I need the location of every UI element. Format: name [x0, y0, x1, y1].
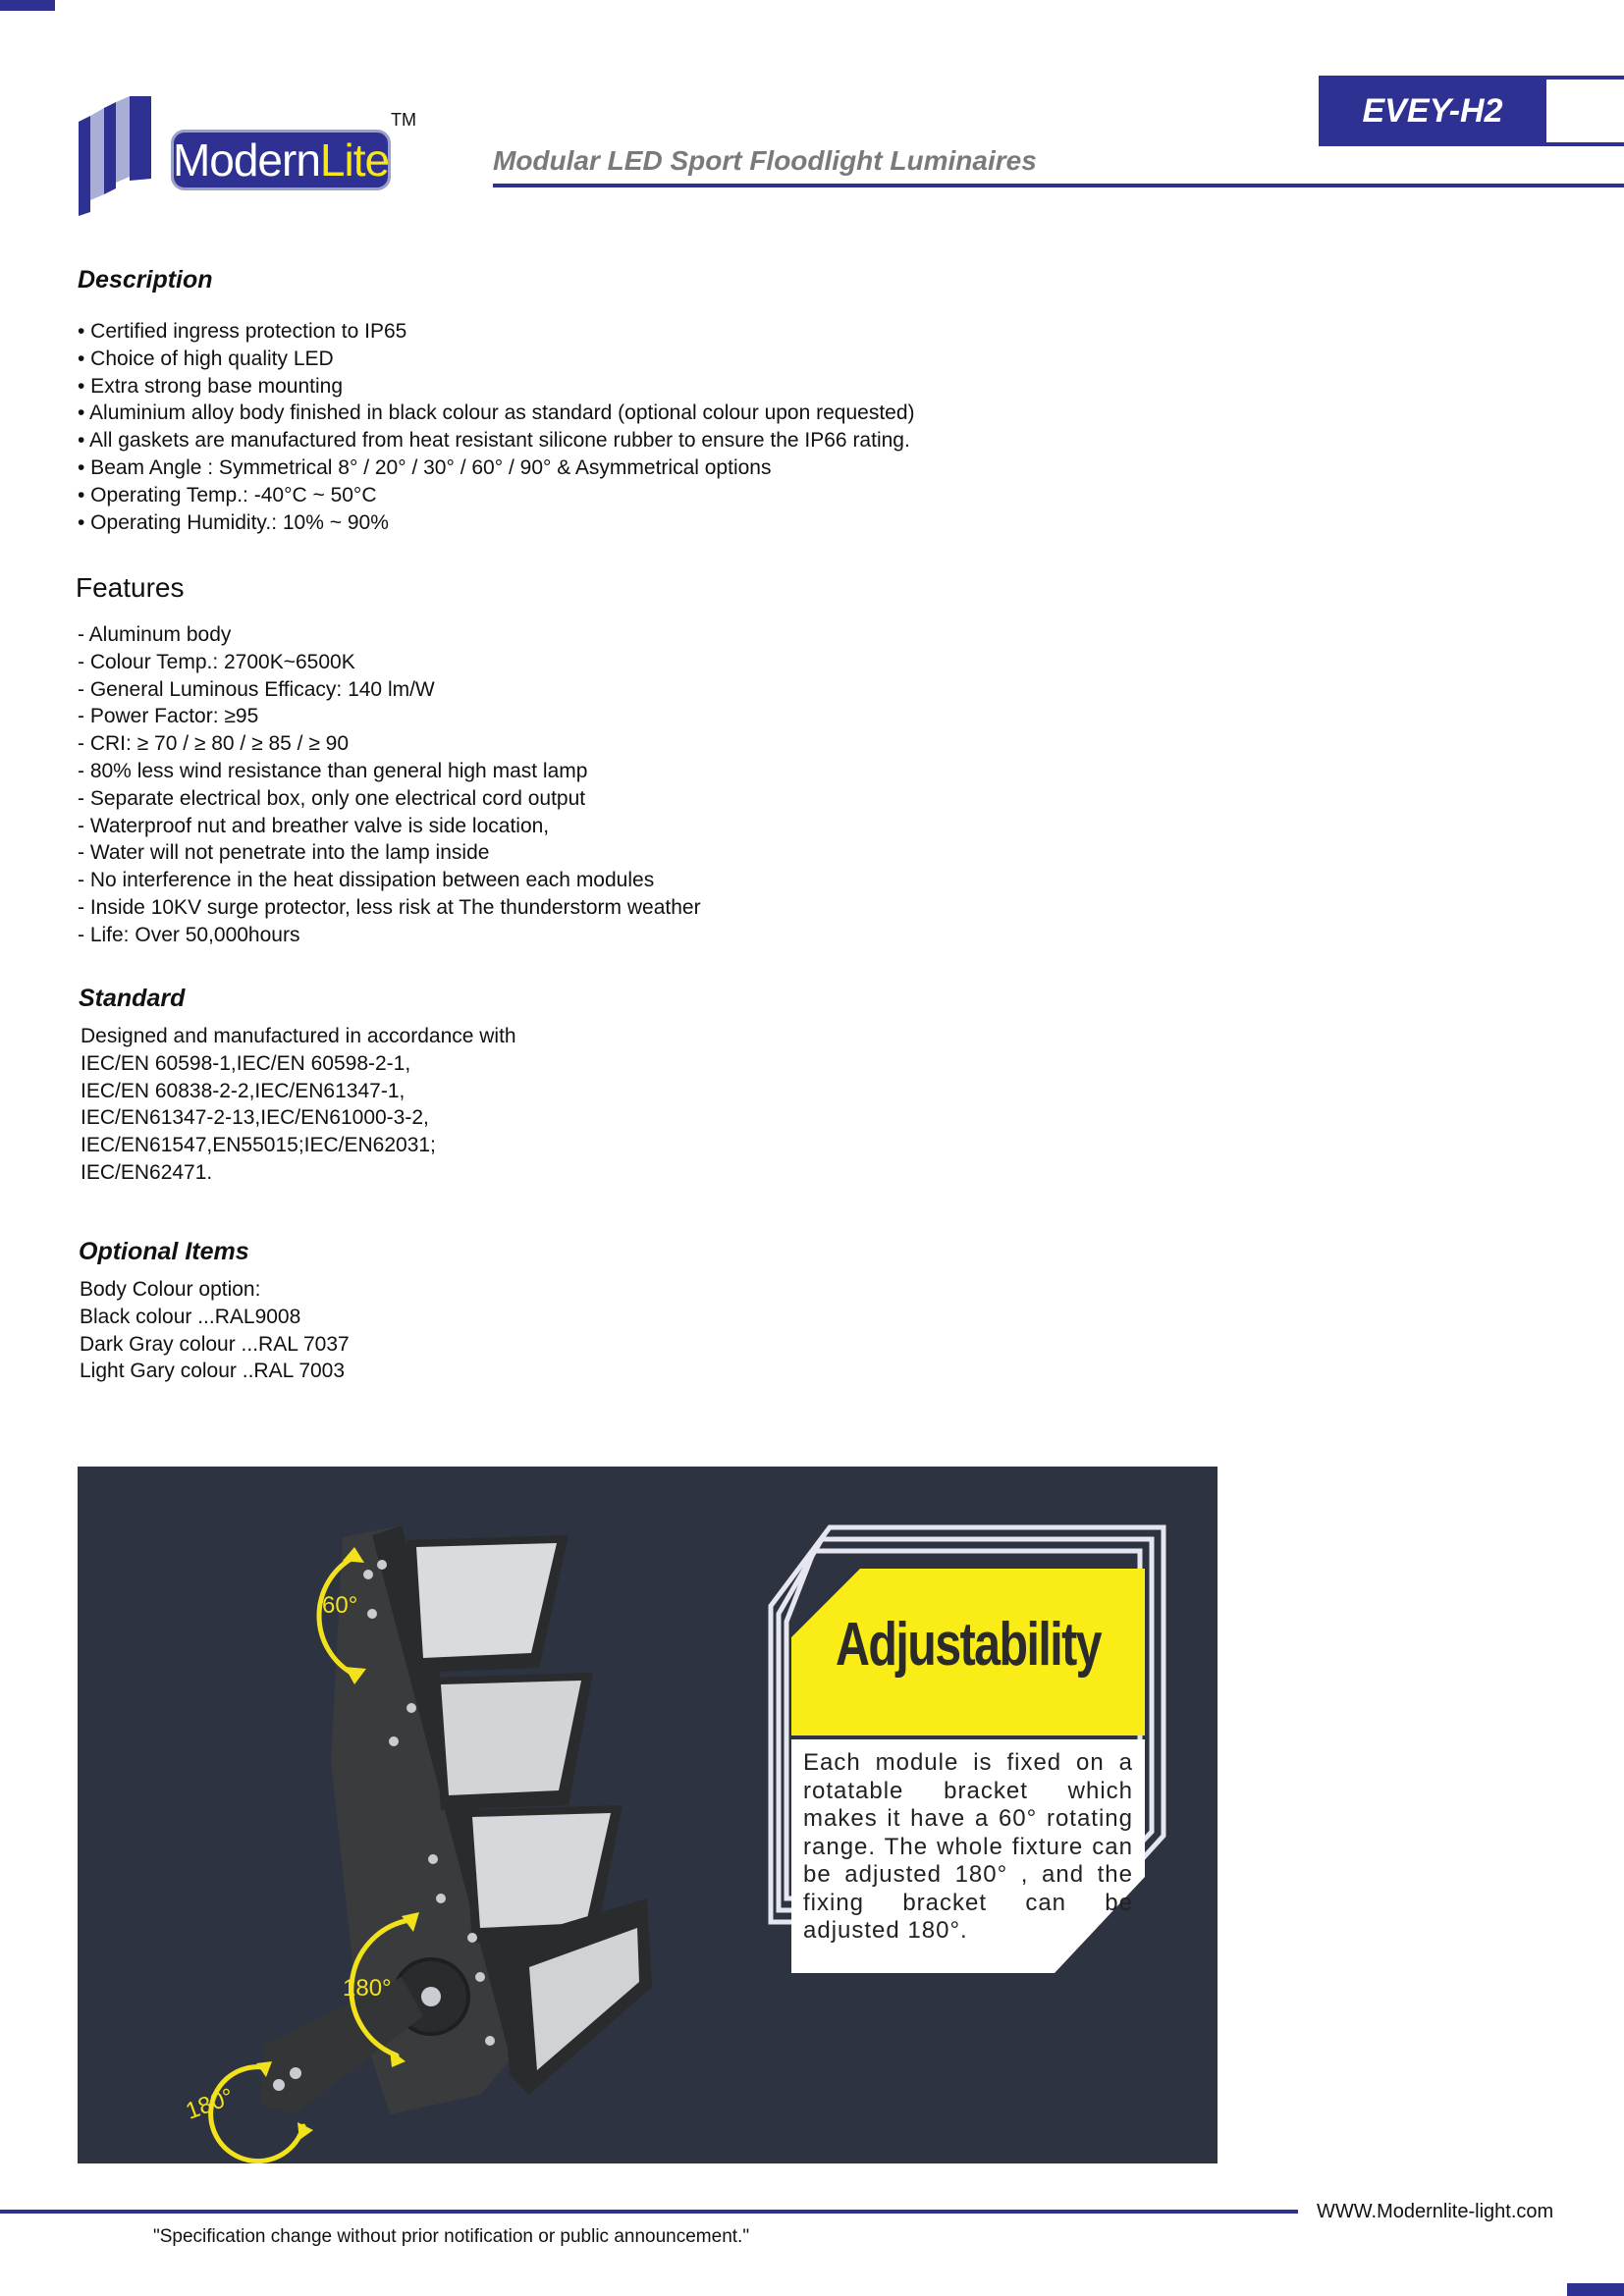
description-heading: Description [78, 266, 213, 294]
list-item: - Aluminum body [78, 623, 232, 646]
list-item: Dark Gray colour ...RAL 7037 [80, 1332, 350, 1356]
list-item: • Operating Temp.: -40°C ~ 50°C [78, 483, 377, 507]
features-list [78, 621, 701, 949]
corner-accent-bottom [1567, 2283, 1624, 2296]
model-badge: EVEY-H2 [1319, 76, 1546, 146]
angle-label-bottom: 180° [182, 2083, 238, 2125]
header-rule [493, 184, 1624, 187]
list-item: Light Gary colour ..RAL 7003 [80, 1360, 346, 1383]
standard-heading: Standard [79, 985, 186, 1012]
list-item: - Life: Over 50,000hours [78, 923, 300, 946]
list-item: - No interference in the heat dissipation between each modules [78, 869, 655, 892]
list-item: Black colour ...RAL9008 [80, 1305, 301, 1328]
list-item: - Inside 10KV surge protector, less risk at The thunderstorm weather [78, 895, 701, 919]
optional-list [80, 1276, 350, 1385]
logo-word-lite: Lite [319, 134, 390, 186]
product-subtitle: Modular LED Sport Floodlight Luminaires [493, 145, 1037, 176]
list-item: - Separate electrical box, only one electrical cord output [78, 786, 586, 810]
adjustability-text: Each module is fixed on a rotatable bracket which makes it have a 60° rotating range. The whole fixture can be adjusted 180° , and the fixing bracket can be adjusted 180°. [803, 1749, 1133, 1944]
footer-rule [0, 2210, 1298, 2214]
list-item: IEC/EN61547,EN55015;IEC/EN62031; [81, 1134, 436, 1157]
list-item: IEC/EN61347-2-13,IEC/EN61000-3-2, [81, 1106, 429, 1130]
list-item: Designed and manufactured in accordance with [81, 1025, 516, 1047]
logo-bars-icon [75, 92, 173, 220]
description-list [78, 318, 915, 536]
trademark-mark: TM [391, 110, 416, 130]
list-item: - Waterproof nut and breather valve is side location, [78, 814, 550, 837]
list-item: - CRI: ≥ 70 / ≥ 80 / ≥ 85 / ≥ 90 [78, 732, 350, 756]
list-item: - Colour Temp.: 2700K~6500K [78, 650, 355, 673]
list-item: - Power Factor: ≥95 [78, 705, 259, 728]
angle-label-middle: 180° [343, 1975, 392, 2002]
list-item: - 80% less wind resistance than general high mast lamp [78, 759, 588, 782]
list-item: • Choice of high quality LED [78, 347, 334, 370]
brand-logo [75, 92, 428, 220]
list-item: - Water will not penetrate into the lamp inside [78, 841, 490, 865]
angle-label-top: 60° [322, 1592, 358, 1619]
logo-word-modern: Modern [172, 134, 320, 186]
logo-wordmark [171, 130, 391, 190]
list-item: - General Luminous Efficacy: 140 lm/W [78, 677, 435, 701]
list-item: • All gaskets are manufactured from heat resistant silicone rubber to ensure the IP66 rating. [78, 429, 910, 453]
website-link[interactable]: WWW.Modernlite-light.com [1317, 2201, 1554, 2222]
list-item: IEC/EN 60838-2-2,IEC/EN61347-1, [81, 1079, 406, 1102]
adjustability-title: Adjustability [836, 1611, 1101, 1679]
list-item: • Beam Angle : Symmetrical 8° / 20° / 30° / 60° / 90° & Asymmetrical options [78, 455, 772, 479]
features-heading: Features [76, 572, 185, 603]
standard-list [81, 1023, 516, 1187]
model-badge-frame [1546, 76, 1624, 146]
list-item: • Certified ingress protection to IP65 [78, 320, 407, 343]
list-item: IEC/EN62471. [81, 1160, 213, 1184]
optional-heading: Optional Items [79, 1238, 249, 1265]
list-item: IEC/EN 60598-1,IEC/EN 60598-2-1, [81, 1051, 411, 1075]
footer-note: "Specification change without prior notification or public announcement." [153, 2226, 750, 2247]
list-item: • Extra strong base mounting [78, 374, 343, 398]
list-item: • Operating Humidity.: 10% ~ 90% [78, 510, 389, 534]
list-item: Body Colour option: [80, 1278, 261, 1301]
list-item: • Aluminium alloy body finished in black colour as standard (optional colour upon requested) [78, 401, 915, 425]
corner-accent-top [0, 0, 55, 11]
